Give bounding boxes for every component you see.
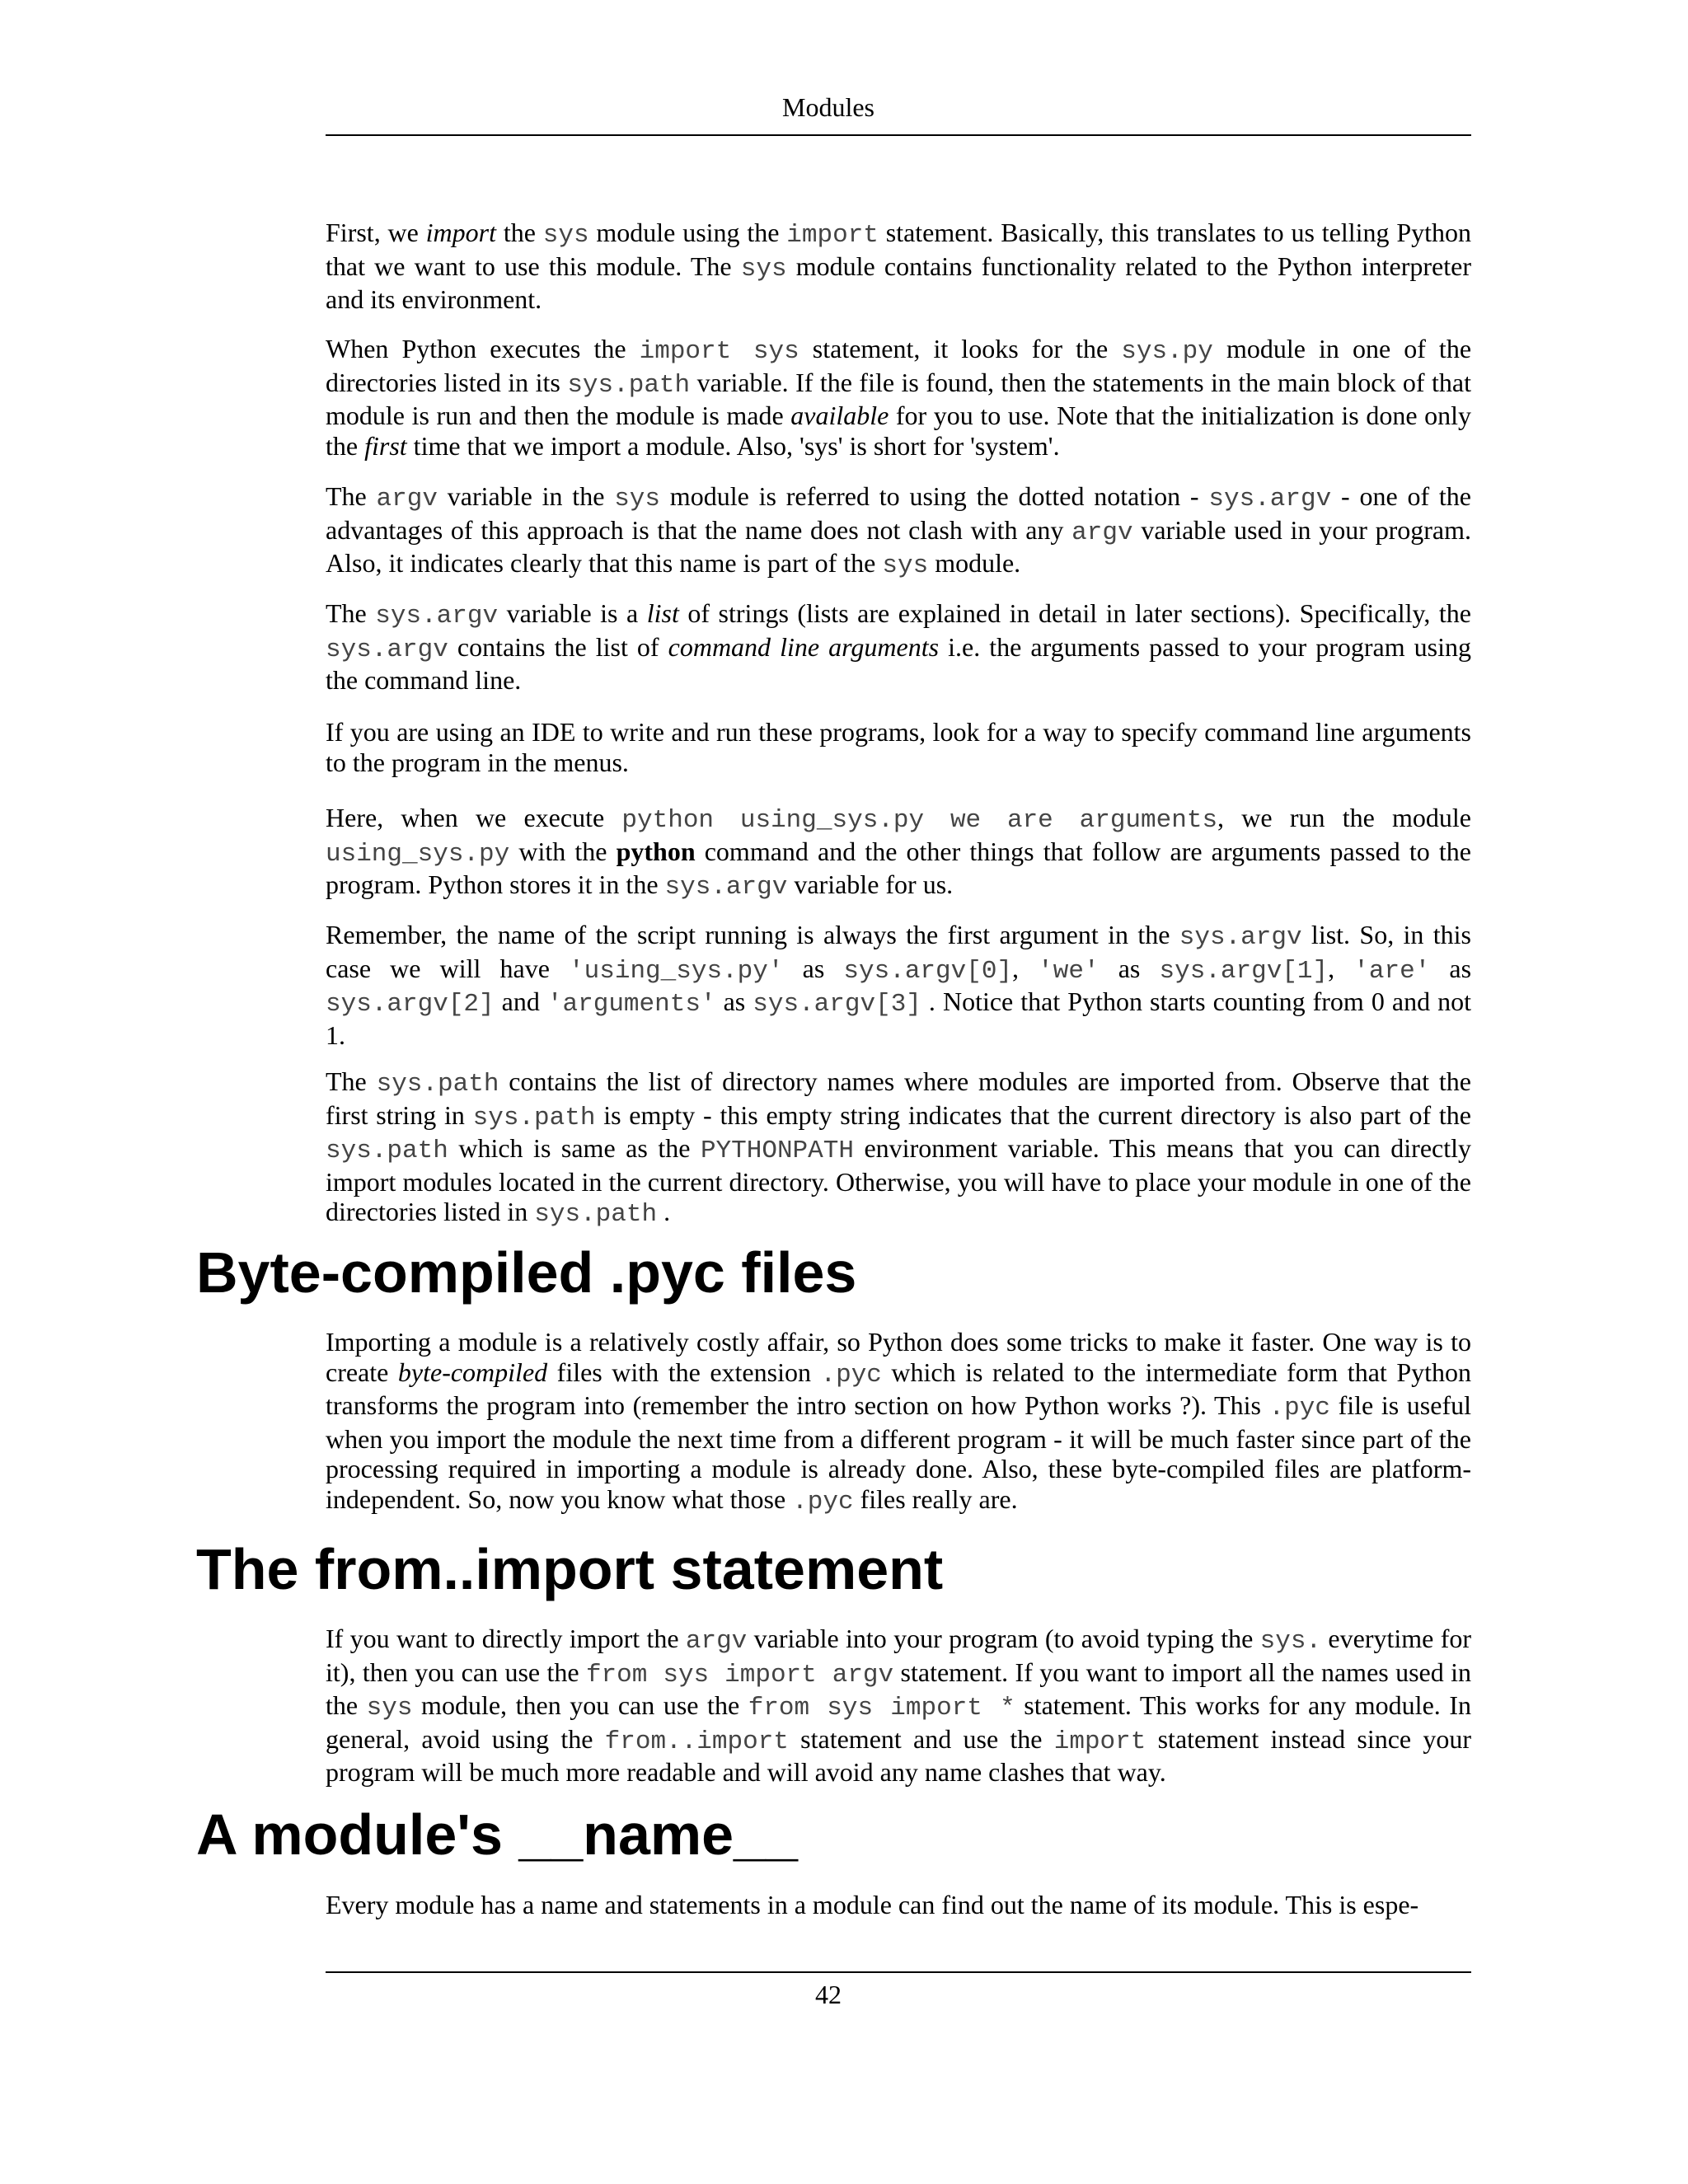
page-number: 42: [815, 1980, 842, 2009]
paragraph-module-name: Every module has a name and statements in a module can find out the name of its module. This is espe-: [326, 1890, 1419, 1919]
paragraph-sys-path-search: When Python executes the import sys statement, it looks for the sys.py module in one of the directories listed in its sys.path variable. If the file is found, then the statements in the main block of that module is run and then the module is made available for you to use. Note that the initialization is done only the first time that we import a module. Also, 'sys' is short for 'system'.: [326, 334, 1472, 461]
paragraph-from-import: If you want to directly import the argv variable into your program (to avoid typing the sys. everytime for it), then you can use the from sys import argv statement. If you want to import all the names used in the sys module, then you can use the from sys import * statement. This works for any module. In general, avoid using the from..import statement and use the import statement instead since your program will be much more readable and will avoid any name clashes that way.: [326, 1624, 1472, 1787]
paragraph-execute-example: Here, when we execute python using_sys.py we are arguments, we run the module using_sys.py with the python command and the other things that follow are arguments passed to the program. Python stores it in the sys.argv variable for us.: [326, 803, 1472, 902]
running-header: Modules: [782, 92, 874, 122]
paragraph-ide: If you are using an IDE to write and run these programs, look for a way to specify command line arguments to the program in the menus.: [326, 717, 1471, 777]
heading-from-import: The from..import statement: [196, 1537, 944, 1601]
paragraph-sys-path-list: The sys.path contains the list of directory names where modules are imported from. Observe that the first string in sys.path is empty - this empty string indicates that the current directory is also part of the sys.path which is same as the PYTHONPATH environment variable. This means that you can directly import modules located in the current directory. Otherwise, you will have to place your module in one of the directories listed in sys.path .: [326, 1066, 1472, 1229]
paragraph-argv-indexes: Remember, the name of the script running is always the first argument in the sys.argv list. So, in this case we will have 'using_sys.py' as sys.argv[0], 'we' as sys.argv[1], 'are' as sys.argv[2] and 'arguments' as sys.argv[3] . Notice that Python starts counting from 0 and not 1.: [326, 920, 1472, 1050]
paragraph-pyc: Importing a module is a relatively costly affair, so Python does some tricks to make it faster. One way is to create byte-compiled files with the extension .pyc which is related to the intermediate form that Python transforms the program into (remember the intro section on how Python works ?). This .pyc file is useful when you import the module the next time from a different program - it will be much faster since part of the processing required in importing a module is already done. Also, these byte-compiled files are platform-independent. So, now you know what those .pyc files really are.: [326, 1327, 1472, 1516]
paragraph-argv-dotted: The argv variable in the sys module is referred to using the dotted notation - sys.argv - one of the advantages of this approach is that the name does not clash with any argv variable used in your program. Also, it indicates clearly that this name is part of the sys module.: [326, 481, 1471, 580]
header-rule: [326, 134, 1471, 136]
heading-module-name: A module's __name__: [196, 1802, 798, 1867]
heading-byte-compiled: Byte-compiled .pyc files: [196, 1240, 857, 1305]
paragraph-argv-list: The sys.argv variable is a list of strings (lists are explained in detail in later sections). Specifically, the sys.argv contains the list of command line arguments i.e. the arguments passed to your program using the command line.: [326, 598, 1472, 695]
paragraph-import-sys: First, we import the sys module using the import statement. Basically, this translates to us telling Python that we want to use this module. The sys module contains functionality related to the Python interpreter and its environment.: [326, 218, 1472, 314]
footer-rule: [326, 1971, 1471, 1973]
